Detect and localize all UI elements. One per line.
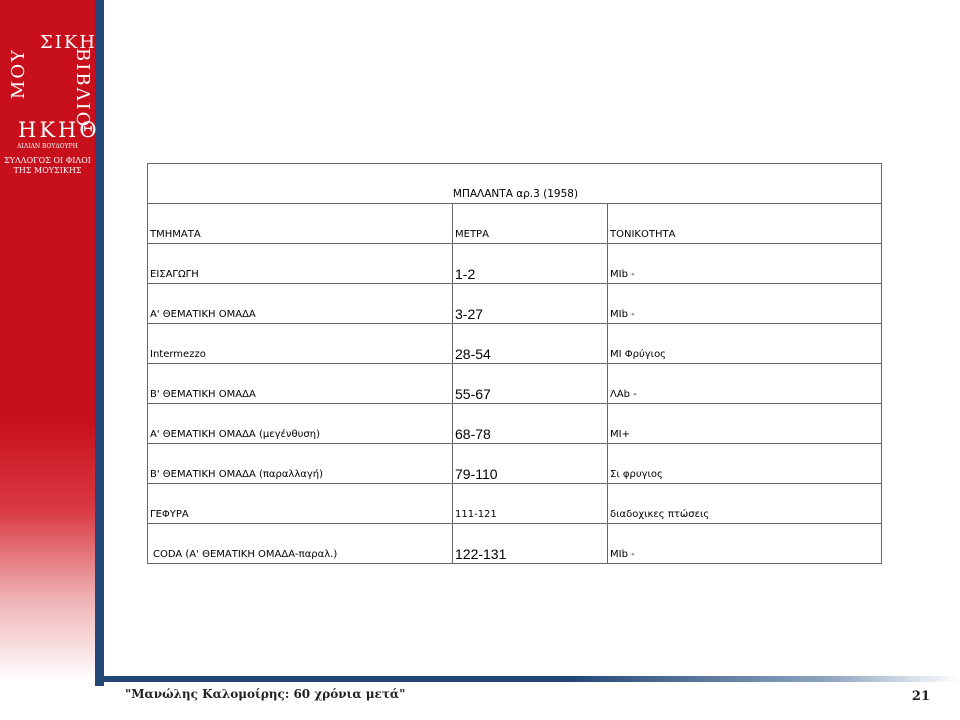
logo-text-left: ΜΟΥ <box>8 48 29 100</box>
table-row <box>148 284 882 324</box>
table-row <box>148 484 882 524</box>
column-header-measures: ΜΕΤΡΑ <box>453 204 608 244</box>
table-row <box>148 364 882 404</box>
measures-cell: 79-110 <box>453 444 608 484</box>
measures-cell: 55-67 <box>453 364 608 404</box>
table-row <box>148 404 882 444</box>
vertical-divider <box>95 0 104 686</box>
measures-cell: 68-78 <box>453 404 608 444</box>
column-header-tonality: ΤΟΝΙΚΟΤΗΤΑ <box>608 204 882 244</box>
table-title-row <box>148 164 882 204</box>
logo-org-line-2: ΤΗΣ ΜΟΥΣΙΚΗΣ <box>13 166 82 175</box>
footer-divider <box>95 676 960 682</box>
column-header-sections: ΤΜΗΜΑΤΑ <box>148 204 453 244</box>
table-row <box>148 244 882 284</box>
table-row <box>148 324 882 364</box>
logo-donor-name: ΑΙΛΙΑΝ ΒΟΥΔΟΥΡΗ <box>17 143 78 150</box>
section-cell: Α' ΘΕΜΑΤΙΚΗ ΟΜΑΔΑ <box>148 284 453 324</box>
logo-text-top: ΣΙΚΗ <box>40 32 97 53</box>
page-number: 21 <box>911 689 930 704</box>
section-cell: CODA (Α' ΘΕΜΑΤΙΚΗ ΟΜΑΔΑ-παραλ.) <box>148 524 453 564</box>
section-cell: ΕΙΣΑΓΩΓΗ <box>148 244 453 284</box>
section-cell: ΓΕΦΥΡΑ <box>148 484 453 524</box>
table-row <box>148 524 882 564</box>
section-cell: Β' ΘΕΜΑΤΙΚΗ ΟΜΑΔΑ (παραλλαγή) <box>148 444 453 484</box>
measures-cell: 3-27 <box>453 284 608 324</box>
section-cell: Α' ΘΕΜΑΤΙΚΗ ΟΜΑΔΑ (μεγένθυση) <box>148 404 453 444</box>
tonality-cell: MIb - <box>608 284 882 324</box>
logo-text-right: ΒΙΒΛΙΟ <box>72 48 93 129</box>
logo-text-bottom: ΗΚΗΘ <box>18 118 100 142</box>
table-header-row <box>148 204 882 244</box>
tonality-cell: διαδοχικες πτώσεις <box>608 484 882 524</box>
tonality-cell: Σι φρυγιος <box>608 444 882 484</box>
ballad-structure-table <box>147 163 882 564</box>
measures-cell: 111-121 <box>453 484 608 524</box>
tonality-cell: MI+ <box>608 404 882 444</box>
measures-cell: 28-54 <box>453 324 608 364</box>
tonality-cell: MIb - <box>608 244 882 284</box>
measures-cell: 1-2 <box>453 244 608 284</box>
tonality-cell: MI Φρύγιος <box>608 324 882 364</box>
logo-org-line-1: ΣΥΛΛΟΓΟΣ ΟΙ ΦΙΛΟΙ <box>4 156 91 165</box>
footer-caption: "Μανώλης Καλομοίρης: 60 χρόνια μετά" <box>125 687 406 701</box>
tonality-cell: MIb - <box>608 524 882 564</box>
tonality-cell: ΛΑb - <box>608 364 882 404</box>
section-cell: Intermezzo <box>148 324 453 364</box>
measures-cell: 122-131 <box>453 524 608 564</box>
section-cell: Β' ΘΕΜΑΤΙΚΗ ΟΜΑΔΑ <box>148 364 453 404</box>
table-row <box>148 444 882 484</box>
table-title: ΜΠΑΛΑΝΤΑ αρ.3 (1958) <box>148 164 882 204</box>
